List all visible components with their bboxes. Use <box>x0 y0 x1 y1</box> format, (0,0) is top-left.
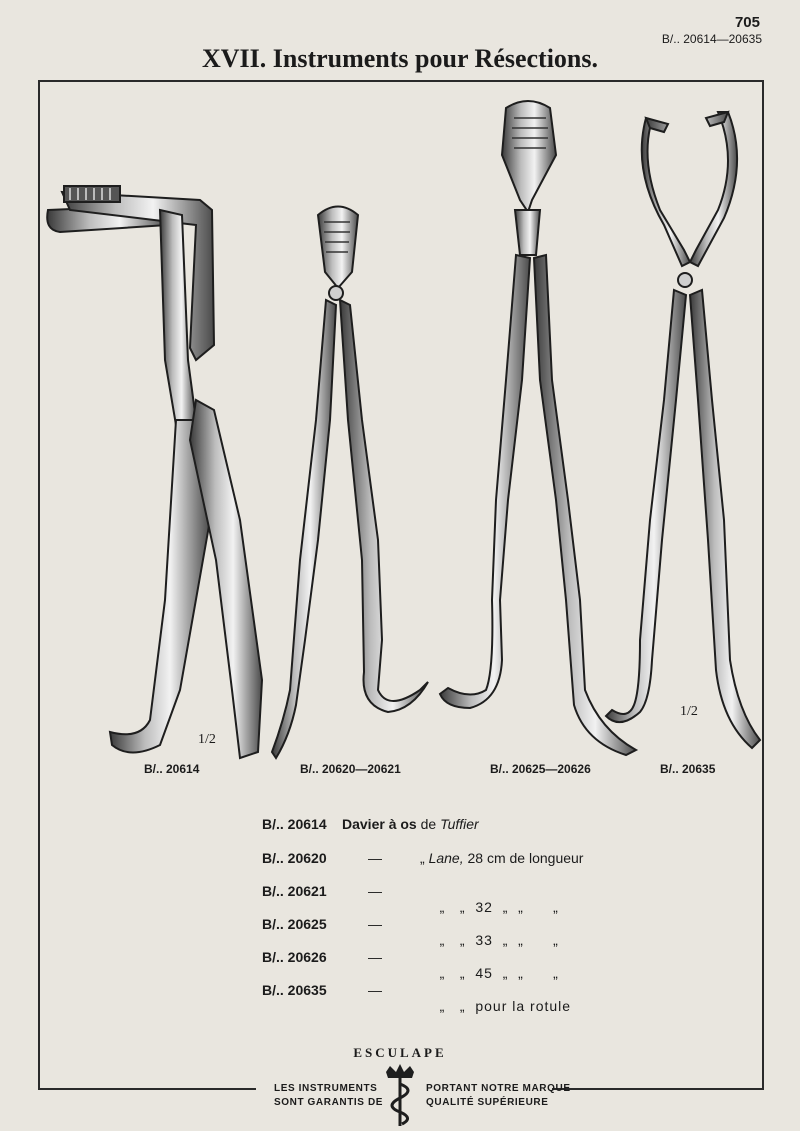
catalog-author: Tuffier <box>440 816 479 832</box>
footer-right-line-1: PORTANT NOTRE MARQUE <box>426 1083 571 1094</box>
patella-forceps-illustration <box>606 112 760 748</box>
catalog-code: B/.. 20620 <box>262 850 327 866</box>
catalog-dash: — <box>368 949 382 965</box>
bone-forceps-illustration <box>47 186 262 758</box>
catalog-dash: — <box>368 883 382 899</box>
catalog-length: 45 „ „ „ <box>475 965 559 981</box>
scale-label-right: 1/2 <box>680 704 698 719</box>
catalog-dash: — <box>368 850 382 866</box>
footer-left-line-1: LES INSTRUMENTS <box>274 1083 378 1094</box>
catalog-author: Lane, <box>428 850 464 866</box>
catalog-description <box>342 816 479 832</box>
catalog-dash: — <box>368 916 382 932</box>
catalog-length: 32 „ „ „ <box>475 899 559 915</box>
figure-caption-20620-20621: B/.. 20620—20621 <box>300 762 401 776</box>
figure-caption-20635: B/.. 20635 <box>660 762 716 776</box>
catalog-code: B/.. 20614 <box>262 816 327 832</box>
catalog-ditto: „ „ <box>439 965 466 981</box>
scale-label-left: 1/2 <box>198 732 216 747</box>
catalog-item-name: Davier à os <box>342 816 417 832</box>
figure-caption-20625-20626: B/.. 20625—20626 <box>490 762 591 776</box>
catalog-ditto: „ <box>420 850 425 866</box>
page-title: XVII. Instruments pour Résections. <box>201 44 599 73</box>
catalog-code: B/.. 20635 <box>262 982 327 998</box>
catalog-code: B/.. 20621 <box>262 883 327 899</box>
trademark-name: ESCULAPE <box>353 1045 447 1060</box>
catalog-code: B/.. 20626 <box>262 949 327 965</box>
figure-caption-20614: B/.. 20614 <box>144 762 200 776</box>
long-forceps-illustration <box>440 101 636 755</box>
catalog-length: 28 cm de longueur <box>467 850 584 866</box>
footer-left-line-2: SONT GARANTIS DE <box>274 1097 384 1108</box>
page-number: 705 <box>734 14 760 31</box>
catalog-ditto: „ „ <box>439 998 466 1014</box>
catalog-dash: — <box>368 982 382 998</box>
catalog-ditto: „ „ <box>439 899 466 915</box>
page-range: B/.. 20614—20635 <box>661 32 762 46</box>
catalog-description <box>420 982 571 1030</box>
catalog-code: B/.. 20625 <box>262 916 327 932</box>
footer-right-line-2: QUALITÉ SUPÉRIEURE <box>426 1097 549 1108</box>
catalog-ditto: „ „ <box>439 932 466 948</box>
catalog-prefix: de <box>420 816 437 832</box>
lane-forceps-illustration <box>272 207 428 759</box>
catalog-length: pour la rotule <box>475 998 572 1014</box>
caduceus-logo-icon <box>376 1062 424 1128</box>
catalog-description <box>420 850 583 866</box>
catalog-length: 33 „ „ „ <box>475 932 559 948</box>
